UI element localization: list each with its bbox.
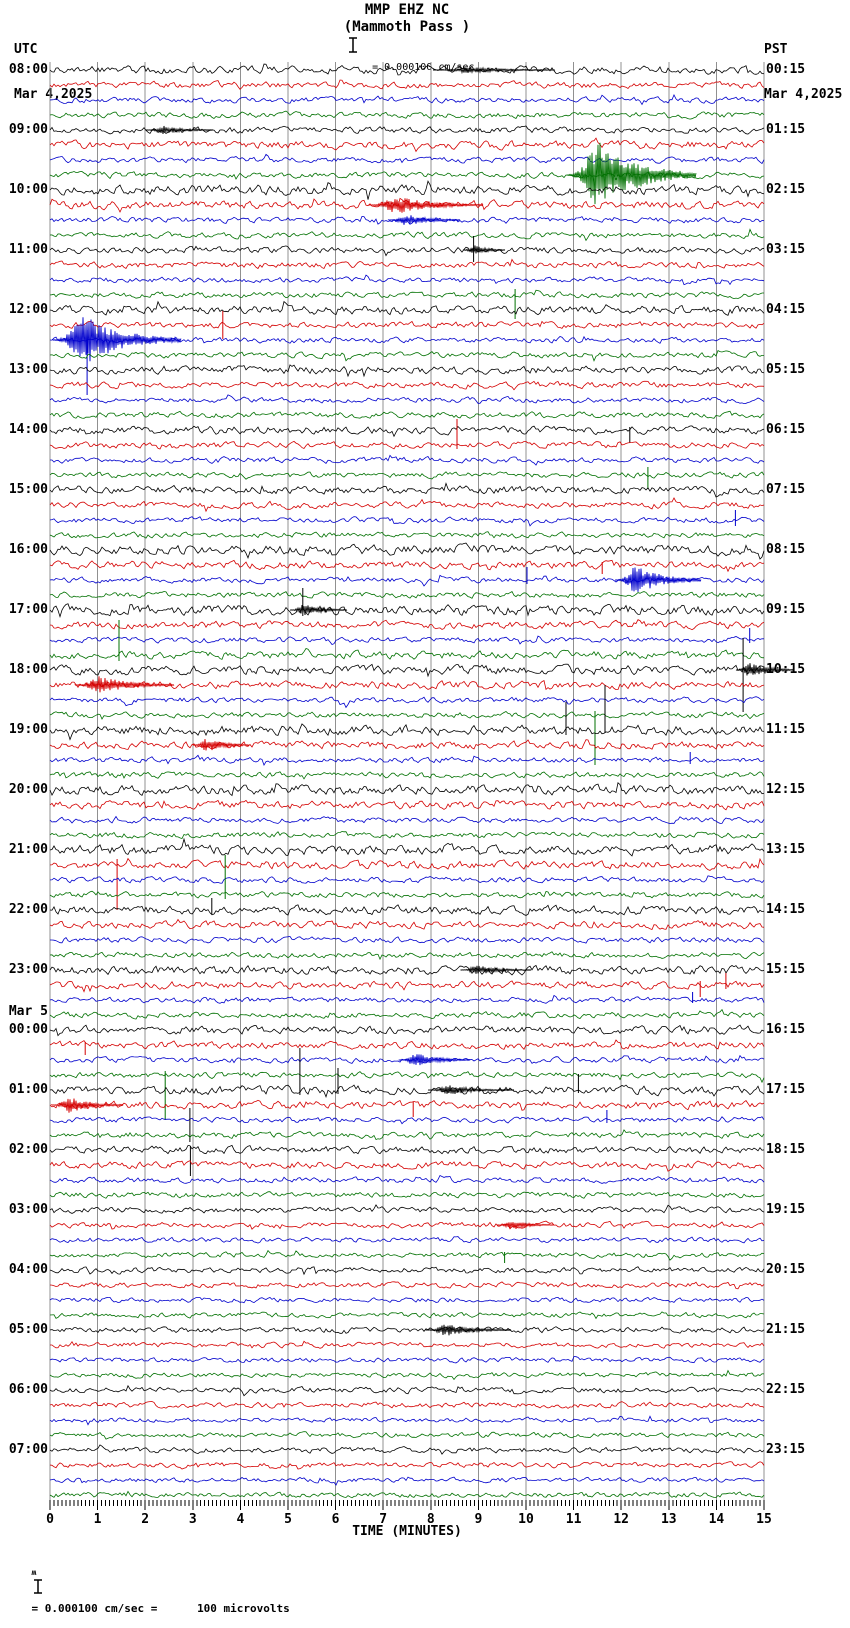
utc-hour-label: 17:00 (8, 602, 48, 617)
x-axis-title: TIME (MINUTES) (352, 1524, 462, 1539)
seismo-trace-row[interactable] (50, 381, 764, 389)
utc-hour-label: 00:00 (8, 1022, 48, 1037)
seismo-trace-row[interactable] (50, 1221, 764, 1229)
seismo-trace-row[interactable] (50, 1371, 764, 1380)
seismo-trace-row[interactable] (50, 467, 764, 489)
seismo-trace-row[interactable] (50, 1048, 764, 1097)
seismo-trace-row[interactable] (50, 1386, 764, 1396)
seismo-trace-row[interactable] (50, 236, 764, 262)
seismo-trace-row[interactable] (50, 739, 764, 750)
seismo-trace-row[interactable] (50, 419, 764, 449)
scale-label: = 0.000100 cm/sec (372, 62, 475, 73)
seismo-trace-row[interactable] (50, 973, 764, 997)
seismo-trace-row[interactable] (50, 1416, 764, 1424)
seismo-trace-row[interactable] (50, 311, 764, 339)
utc-hour-label: 05:00 (8, 1322, 48, 1337)
seismo-trace-row[interactable] (50, 638, 793, 712)
seismo-trace-row[interactable] (50, 1267, 764, 1274)
seismo-trace-row[interactable] (50, 855, 764, 899)
seismo-trace-row[interactable] (50, 198, 764, 212)
seismo-trace-row[interactable] (50, 1251, 764, 1263)
seismo-trace-row[interactable] (50, 532, 764, 538)
pst-hour-label: 20:15 (766, 1262, 806, 1277)
seismo-trace-row[interactable] (50, 1325, 764, 1336)
seismo-trace-row[interactable] (50, 1130, 764, 1140)
utc-hour-label: 16:00 (8, 542, 48, 557)
x-tick-label: 12 (613, 1512, 630, 1527)
seismo-trace-row[interactable] (50, 1237, 764, 1244)
seismo-trace-row[interactable] (50, 1491, 764, 1497)
utc-hour-label: 06:00 (8, 1382, 48, 1397)
seismo-trace-row[interactable] (50, 1341, 764, 1348)
station-subtitle: (Mammoth Pass ) (343, 19, 471, 35)
seismo-trace-row[interactable] (50, 455, 764, 465)
pst-hour-label: 02:15 (766, 182, 806, 197)
utc-hour-label: 22:00 (8, 902, 48, 917)
seismo-trace-row[interactable] (50, 215, 764, 225)
seismo-trace-row[interactable] (50, 1205, 764, 1214)
seismo-trace-row[interactable] (50, 1462, 764, 1469)
utc-hour-label: 21:00 (8, 842, 48, 857)
seismo-trace-row[interactable] (50, 560, 764, 574)
pst-hour-label: 21:15 (766, 1322, 806, 1337)
x-tick-label: 4 (236, 1512, 245, 1527)
pst-hour-label: 15:15 (766, 962, 806, 977)
pst-hour-label: 16:15 (766, 1022, 806, 1037)
footer-note-text: = 0.000100 cm/sec = 100 microvolts (31, 1602, 290, 1615)
seismo-trace-row[interactable] (50, 1312, 764, 1319)
seismo-trace-row[interactable] (50, 126, 764, 134)
seismo-trace-row[interactable] (50, 302, 764, 316)
pst-timezone-label: PST (764, 42, 788, 57)
seismo-trace-row[interactable] (50, 859, 764, 910)
x-tick-label: 5 (284, 1512, 292, 1527)
x-tick-label: 1 (93, 1512, 102, 1527)
seismo-trace-row[interactable] (50, 567, 764, 592)
utc-hour-label: 14:00 (8, 422, 48, 437)
seismo-trace-row[interactable] (50, 772, 764, 779)
pst-hour-label: 10:15 (766, 662, 806, 677)
seismo-trace-row[interactable] (50, 1297, 764, 1302)
x-tick-label: 15 (756, 1512, 772, 1527)
utc-hour-label: 11:00 (8, 242, 48, 257)
x-tick-label: 2 (141, 1512, 150, 1527)
x-tick-label: 0 (46, 1512, 54, 1527)
seismo-trace-row[interactable] (50, 411, 764, 418)
page-title: MMP EHZ NC (364, 2, 450, 18)
seismo-trace-row[interactable] (50, 351, 764, 361)
footer-ibeam-icon (32, 1577, 44, 1595)
utc-date-label: Mar 4,2025 (14, 87, 93, 102)
seismo-trace-row[interactable] (50, 1192, 764, 1199)
seismo-trace-row[interactable] (50, 697, 764, 708)
utc-hour-label: 12:00 (8, 302, 48, 317)
pst-hour-label: 05:15 (766, 362, 806, 377)
seismo-trace-row[interactable] (50, 711, 764, 765)
seismo-trace-row[interactable] (50, 1176, 764, 1184)
seismo-trace-row[interactable] (50, 1040, 764, 1055)
x-tick-label: 13 (660, 1512, 677, 1527)
seismo-trace-row[interactable] (50, 832, 764, 839)
pst-hour-label: 06:15 (766, 422, 806, 437)
seismo-trace-row[interactable] (50, 111, 764, 119)
pst-hour-label: 23:15 (766, 1442, 806, 1457)
seismo-trace-row[interactable] (50, 64, 764, 75)
pst-hour-label: 18:15 (766, 1142, 806, 1157)
seismo-trace-row[interactable] (50, 1477, 764, 1485)
seismo-trace-row[interactable] (50, 483, 764, 497)
utc-hour-label: 07:00 (8, 1442, 48, 1457)
seismo-trace-row[interactable] (50, 138, 764, 151)
seismo-trace-row[interactable] (50, 543, 764, 559)
utc-hour-label: 03:00 (8, 1202, 48, 1217)
pst-hour-label: 00:15 (766, 62, 806, 77)
pst-hour-label: 14:15 (766, 902, 806, 917)
seismo-trace-row[interactable] (50, 992, 764, 1003)
seismo-trace-row[interactable] (50, 229, 764, 240)
x-tick-label: 3 (188, 1512, 197, 1527)
seismo-trace-row[interactable] (50, 1445, 764, 1454)
pst-hour-label: 19:15 (766, 1202, 806, 1217)
pst-hour-label: 08:15 (766, 542, 806, 557)
seismo-trace-row[interactable] (50, 817, 764, 824)
pst-hour-label: 17:15 (766, 1082, 806, 1097)
utc-hour-label: 19:00 (8, 722, 48, 737)
x-tick-label: 7 (379, 1512, 388, 1527)
seismo-trace-row[interactable] (50, 783, 764, 796)
seismo-trace-row[interactable] (50, 628, 764, 645)
seismo-trace-row[interactable] (50, 154, 764, 163)
seismo-trace-row[interactable] (50, 588, 764, 617)
utc-hour-label: 13:00 (8, 362, 48, 377)
seismo-trace-row[interactable] (50, 898, 764, 915)
seismo-trace-row[interactable] (50, 365, 764, 376)
seismo-trace-row[interactable] (50, 1025, 764, 1036)
footer-glyph: ʍ (31, 1568, 37, 1577)
seismo-trace-row[interactable] (50, 1432, 764, 1440)
seismo-trace-row[interactable] (50, 620, 764, 661)
seismo-trace-row[interactable] (50, 592, 764, 599)
seismo-trace-row[interactable] (50, 80, 764, 89)
seismo-trace-row[interactable] (50, 1054, 764, 1065)
seismo-trace-row[interactable] (50, 1010, 764, 1020)
seismo-trace-row[interactable] (50, 1282, 764, 1289)
pst-date-label: Mar 4,2025 (764, 87, 843, 102)
pst-hour-label: 01:15 (766, 122, 806, 137)
seismo-trace-row[interactable] (50, 1161, 764, 1172)
pst-hour-label: 22:15 (766, 1382, 806, 1397)
pst-hour-label: 03:15 (766, 242, 806, 257)
seismo-trace-row[interactable] (50, 685, 764, 740)
seismo-trace-row[interactable] (50, 800, 764, 809)
seismo-trace-row[interactable] (50, 1357, 764, 1363)
seismo-trace-row[interactable] (50, 936, 764, 943)
pst-hour-label: 07:15 (766, 482, 806, 497)
utc-hour-label: 15:00 (8, 482, 48, 497)
seismo-trace-row[interactable] (50, 676, 764, 692)
seismo-trace-row[interactable] (50, 620, 764, 630)
utc-timezone-label: UTC (14, 42, 38, 57)
seismo-trace-row[interactable] (50, 952, 764, 959)
seismo-trace-row[interactable] (50, 1145, 764, 1176)
footer-scale-note (5, 1547, 290, 1615)
utc-hour-label: 04:00 (8, 1262, 48, 1277)
utc-hour-label: 08:00 (8, 62, 48, 77)
x-tick-label: 6 (331, 1512, 340, 1527)
seismo-trace-row[interactable] (50, 260, 764, 269)
utc-hour-label: 09:00 (8, 122, 48, 137)
seismo-trace-row[interactable] (50, 1402, 764, 1409)
utc-hour-label: 20:00 (8, 782, 48, 797)
pst-hour-label: 11:15 (766, 722, 806, 737)
seismo-trace-row[interactable] (50, 966, 764, 976)
utc-hour-label: 02:00 (8, 1142, 48, 1157)
seismo-trace-row[interactable] (50, 839, 764, 856)
pst-hour-label: 12:15 (766, 782, 806, 797)
x-tick-label: 14 (708, 1512, 725, 1527)
pst-hour-label: 13:15 (766, 842, 806, 857)
seismo-trace-row[interactable] (50, 395, 764, 404)
seismo-trace-row[interactable] (50, 181, 764, 199)
utc-hour-label: 10:00 (8, 182, 48, 197)
seismo-trace-row[interactable] (50, 143, 764, 204)
seismo-trace-row[interactable] (50, 752, 764, 765)
x-tick-label: 8 (426, 1512, 435, 1527)
seismo-trace-row[interactable] (50, 510, 764, 526)
pst-hour-label: 09:15 (766, 602, 806, 617)
utc-hour-label: 18:00 (8, 662, 48, 677)
x-tick-label: 10 (518, 1512, 534, 1527)
utc-hour-label: 01:00 (8, 1082, 48, 1097)
utc-hour-label: 23:00 (8, 962, 48, 977)
seismo-trace-row[interactable] (50, 426, 764, 443)
x-tick-label: 9 (474, 1512, 483, 1527)
x-tick-label: 11 (565, 1512, 582, 1527)
seismo-trace-row[interactable] (50, 920, 764, 930)
seismo-trace-row[interactable] (50, 1099, 764, 1117)
day-break-label: Mar 5 (8, 1004, 48, 1019)
seismo-trace-row[interactable] (50, 275, 764, 285)
pst-hour-label: 04:15 (766, 302, 806, 317)
seismo-trace-row[interactable] (50, 498, 764, 511)
seismo-trace-row[interactable] (50, 876, 764, 883)
seismo-trace-row[interactable] (50, 95, 764, 105)
